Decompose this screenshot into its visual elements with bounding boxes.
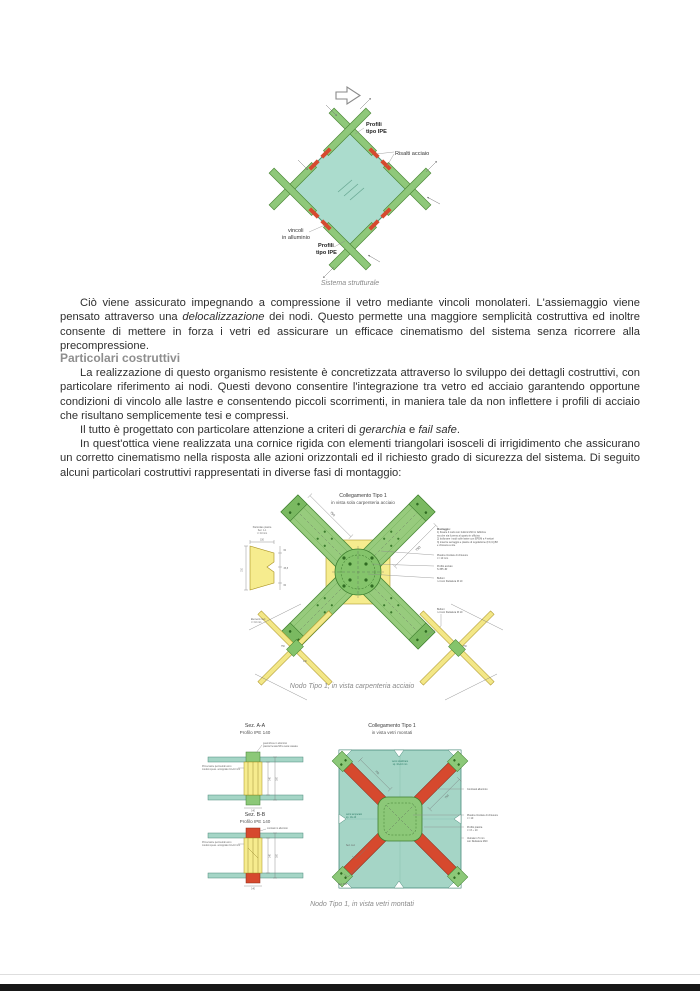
fig3-label-2a: Piastra circolare di chiusura — [467, 814, 498, 817]
note-3: 2) bullonare i nodi sulle lastre con EPDM a 4 settori — [437, 537, 494, 541]
secBB-dim-2: 160 — [276, 854, 279, 858]
paragraph-1 — [60, 296, 640, 353]
secAA-left-label-1: Prime lastre perimetrali vetro — [202, 766, 232, 768]
paragraph-1-text: Ciò viene assicurato impegnando a compressione il vetro mediante vincoli monolateri. L'assiemaggio viene pensato attraverso una — [60, 297, 640, 324]
direction-arrow-icon — [336, 87, 360, 104]
label-bulloni2-2: n.4 con filettatura M 10 — [437, 611, 463, 615]
label-profili-bottom-line1: Profili — [318, 243, 334, 249]
note-2: ma che sia il perno al quarto in officina — [437, 534, 480, 538]
paragraph-3-mid: e — [405, 424, 419, 436]
label-bulloni1-1: Bulloni — [437, 577, 445, 580]
detail-title-1: Particolare piastra — [252, 527, 272, 529]
detail-dim-h: 310 — [241, 568, 244, 572]
glass-note-top-2: sp. 10+10 mm — [392, 764, 408, 766]
mark-secB: Sez. B-B — [338, 884, 348, 886]
secAA-top-label-1: guarnizione in alluminio — [263, 743, 288, 745]
note-5: e chiusura a vite — [437, 544, 456, 547]
fig3-dim-2: 750 — [444, 794, 450, 800]
fig3-label-1: Contrasti alluminio — [467, 788, 488, 791]
dim-750-a: 750 — [329, 510, 336, 518]
figure-caption-sistema: Sistema strutturale — [320, 280, 380, 287]
paragraph-1-emphasis: delocalizzazione — [182, 311, 265, 324]
fig3-label-2b: t = 10 — [467, 817, 474, 821]
secAA-top-label-2: piastra frenata M8 a testa svasata — [263, 746, 298, 748]
secBB-label-contrasti: contrasti in alluminio — [267, 828, 288, 830]
detail-dim-r3: 60 — [283, 585, 287, 587]
detail-dim-r1: 60 — [283, 550, 287, 552]
secAA-dim-1: 140 — [269, 777, 272, 781]
glass-note-left-1: vetro temperato — [346, 814, 363, 816]
fig2-title-line2: in vista sola carpenteria acciaio — [331, 500, 395, 505]
secAA-dim-2: 160 — [276, 777, 279, 781]
page-bottom-bar — [0, 984, 700, 991]
section-heading: Particolari costruttivi — [60, 351, 181, 365]
secBB-title-2: Profilo IPE 140 — [239, 819, 271, 824]
glass-note-left-2: sp. 10+10 — [346, 817, 357, 819]
label-profili-top-line1: Profili — [366, 122, 382, 128]
secBB-dim-b: 140 — [251, 888, 255, 891]
paragraph-1-text-end: dei nodi. Questo permette una maggiore semplicità costruttiva ed inoltre consente di mettere in forza i vetri ed assicurare un efficace cinematismo del sistema senza ricorrere alla precompressione. — [60, 311, 640, 352]
figure-nodo-vetri — [200, 715, 520, 910]
detail-dim-r2: 45,8 — [283, 568, 288, 570]
assembled-node-view — [332, 723, 498, 895]
paragraph-3-end: . — [456, 424, 460, 436]
section-AA — [202, 723, 303, 813]
label-profili-top-line2: tipo IPE — [366, 129, 387, 135]
fig3-title-2: in vista vetri montati — [371, 730, 413, 735]
aluminium-cap — [246, 828, 260, 838]
paragraph-3-emphasis1: gerarchia — [359, 424, 406, 436]
figure-sistema-strutturale — [268, 84, 458, 289]
glass-panel — [290, 129, 410, 249]
centre-block — [378, 797, 422, 841]
fig3-title-1: Collegamento Tipo 1 — [368, 723, 416, 729]
note-4: 3) inserire serraggio e piastre di regolazione (FC,C),B8 — [437, 540, 498, 544]
tie-dim-3: 750 — [463, 646, 467, 648]
paragraph-3-text: Il tutto è progettato con particolare attenzione a criteri di — [80, 424, 360, 436]
tie-title-2: t = 10 mm — [251, 622, 262, 624]
label-piastra-2: t = 10 mm — [437, 557, 449, 561]
label-bulloni1-2: n.4 con filettatura M 10 — [437, 580, 463, 584]
secBB-left-label-1: Prime lastre perimetrali vetro — [202, 842, 232, 844]
fig3-label-4b: con filettatura M10 — [467, 840, 488, 844]
label-piastra-1: Piastra circolare di chiusura — [437, 554, 468, 557]
label-risalti-acciaio: Risalti acciaio — [395, 151, 430, 157]
secBB-title-1: Sez. B-B — [244, 812, 266, 818]
tie-dim-2: 140 — [303, 661, 307, 663]
fig3-dim-1: 750 — [374, 770, 380, 776]
label-profilo-2: S 355 JR — [437, 568, 448, 572]
secBB-dim-1: 140 — [269, 854, 272, 858]
steel-cap — [246, 752, 260, 762]
secAA-title-1: Sez. A-A — [244, 723, 266, 729]
note-0: Montaggio: — [437, 528, 451, 531]
figure-caption-acciaio: Nodo Tipo 1, in vista carpenteria acciaio — [289, 683, 415, 690]
fig3-label-4a: Vetrata in 5 mm — [467, 837, 485, 840]
detail-title-3: t = 10 mm — [256, 533, 268, 535]
assembly-notes — [437, 528, 498, 547]
label-vincoli-line1: vincoli — [288, 228, 304, 234]
label-bulloni2-1: Bulloni — [437, 608, 445, 611]
secAA-left-label-2: modulo spess. accoppiato 10+10 mm — [202, 769, 241, 771]
label-profili-bottom-line2: tipo IPE — [316, 250, 337, 256]
detail-dim-w: 150 — [260, 539, 264, 542]
figure-nodo-carpenteria — [205, 488, 505, 700]
note-1: 1) fissare il nodo con bulloni M10 in fabbrica — [437, 531, 486, 535]
paragraph-3 — [60, 423, 640, 437]
aluminium-cap — [246, 873, 260, 883]
mark-secA: Sez. A-A — [346, 845, 355, 847]
tie-title-1: Elementi rinvii — [251, 619, 266, 621]
tie-dim-1: 750 — [281, 646, 285, 648]
steel-cap — [246, 795, 260, 805]
tie-detail-right — [420, 604, 503, 700]
detail-title-2: Sez. 1-1 — [257, 530, 267, 532]
label-vincoli-line2: in alluminio — [282, 235, 310, 241]
dim-750-b: 750 — [414, 545, 422, 553]
paragraph-4: In quest'ottica viene realizzata una cornice rigida con elementi triangolari isosceli di irrigidimento che assicurano un corretto cinematismo nella risposta alle azioni orizzontali ed il richiesto grado di sicurezza del sistema. Di seguito alcuni particolari costruttivi rappresentati in diverse fasi di montaggio: — [60, 438, 640, 479]
secAA-dim-b: 140 — [251, 810, 255, 813]
label-profilo-1: Profilo acciaio — [437, 565, 453, 568]
plate-profile-shape — [250, 546, 274, 590]
paragraph-3-emphasis2: fail safe — [418, 424, 457, 436]
footer-hairline — [0, 974, 700, 975]
fig2-title-line1: Collegamento Tipo 1 — [339, 493, 387, 499]
fig3-label-3b: t = 8 ÷ 10 — [467, 829, 478, 833]
secBB-left-label-2: modulo spess. accoppiato 10+10 mm — [202, 845, 241, 847]
figure-caption-vetri: Nodo Tipo 1, in vista vetri montati — [310, 901, 414, 908]
plate-detail — [242, 526, 289, 590]
paragraph-2: La realizzazione di questo organismo resistente è concretizzata attraverso lo sviluppo dei dettagli costruttivi, con particolare riferimento ai nodi. Questi devono consentire l'integrazione tra vetro ed acciaio garantendo opportune condizioni di vincolo alle lastre e consentendo piccoli scorrimenti, in maniera tale da non inflettere i profili di acciaio che risultano semplicemente tesi e compressi. — [60, 367, 640, 422]
fig3-label-3a: Profilo piastra — [467, 826, 483, 829]
glass-note-top-1: vetro stratificato — [391, 761, 409, 763]
secAA-title-2: Profilo IPE 140 — [239, 730, 271, 735]
section-BB — [202, 812, 303, 891]
